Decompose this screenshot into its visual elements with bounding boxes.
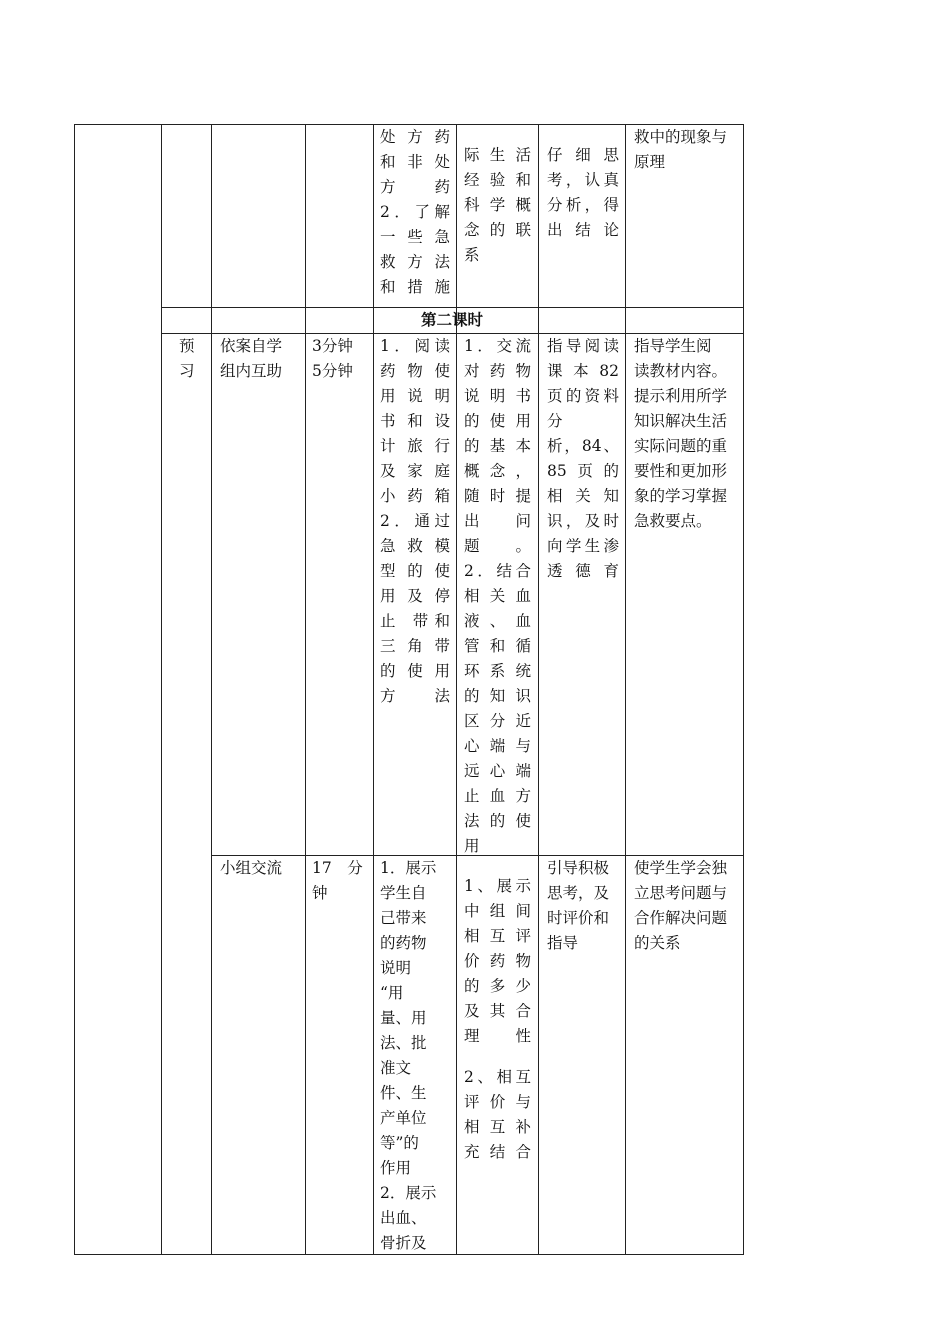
cell-line: 方药 (380, 178, 450, 196)
cell-line: 法的使 (464, 812, 531, 830)
row2-stage (179, 334, 209, 384)
cell-line: 充结合 (464, 1143, 531, 1161)
cell-line: 等”的 (380, 1134, 419, 1152)
cell-line: 科学概 (464, 196, 531, 214)
col-divider (161, 125, 162, 1254)
cell-line: 说明书 (464, 387, 531, 405)
cell-line: 习 (179, 362, 195, 380)
cell-line: 三角带 (380, 637, 450, 655)
cell-line: 计旅行 (380, 437, 450, 455)
cell-line: 合作解决问题 (634, 909, 728, 927)
lesson-plan-table (74, 124, 744, 1255)
cell-line: 救中的现象与 (634, 128, 728, 146)
cell-line: 析，84、 (547, 437, 619, 455)
cell-line: 1．阅读 (380, 337, 450, 355)
row3-time (312, 856, 367, 906)
row3-student-a (464, 874, 531, 1049)
cell-line: 用及停 (380, 587, 450, 605)
cell-line: 知识解决生活 (634, 412, 728, 430)
cell-line: 方 法 (380, 687, 450, 705)
cell-line: 心端与 (464, 737, 531, 755)
cell-line: 仔细思 (547, 146, 619, 164)
cell-line: 的基本 (464, 437, 531, 455)
cell-line: 2．了解 (380, 203, 450, 221)
cell-line: 2．通过 (380, 512, 450, 530)
cell-line: 指导学生阅 (634, 337, 712, 355)
cell-line: 用 (464, 837, 480, 855)
col-divider (538, 125, 539, 1254)
cell-line: 一些急 (380, 228, 450, 246)
cell-line: 处方药 (380, 128, 450, 146)
cell-line: 出结论 (547, 221, 619, 239)
cell-line: 85页的 (547, 462, 619, 480)
cell-line: 止 带和 (380, 612, 450, 630)
row3-student-b (464, 1065, 531, 1165)
cell-line: 读教材内容。 (634, 362, 728, 380)
cell-line: 原理 (634, 153, 666, 171)
cell-line: 象的学习掌握 (634, 487, 728, 505)
row2-student (464, 334, 531, 859)
cell-line: 题。 (464, 537, 531, 555)
cell-line: 件、生 (380, 1084, 427, 1102)
cell-line: 型的使 (380, 562, 450, 580)
row2-intent (634, 334, 742, 534)
cell-line: 1．展示 (380, 859, 437, 877)
cell-line: 理性 (464, 1027, 531, 1045)
cell-line: 2．展示 (380, 1184, 437, 1202)
cell-line: 相互评 (464, 927, 531, 945)
cell-line: 念的联 (464, 221, 531, 239)
cell-line: 透德育 (547, 562, 619, 580)
cell-line: 际生活 (464, 146, 531, 164)
cell-line: 预 (179, 337, 195, 355)
cell-line: 分 (547, 412, 563, 430)
row1-student (464, 143, 531, 268)
col-divider (373, 125, 374, 1254)
cell-line: 和非处 (380, 153, 450, 171)
cell-line: 实际问题的重 (634, 437, 728, 455)
col-divider (456, 125, 457, 1254)
cell-line: 考，认真 (547, 171, 619, 189)
cell-line: 相互补 (464, 1118, 531, 1136)
cell-line: 价药物 (464, 952, 531, 970)
cell-line: 指导 (547, 934, 579, 952)
cell-line: 救方法 (380, 253, 450, 271)
cell-line: 的药物 (380, 934, 427, 952)
cell-line: 提示利用所学 (634, 387, 728, 405)
cell-line: 出血、 (380, 1209, 427, 1227)
cell-line: 的多少 (464, 977, 531, 995)
cell-line: 2．结合 (464, 562, 531, 580)
cell-line: 中组间 (464, 902, 531, 920)
cell-line: 小药箱 (380, 487, 450, 505)
row3-teacher (547, 856, 619, 956)
cell-line: 立思考问题与 (634, 884, 728, 902)
cell-line: 经验和 (464, 171, 531, 189)
cell-line: 1．交流 (464, 337, 531, 355)
row2-time (312, 334, 372, 384)
cell-line: 向学生渗 (547, 537, 619, 555)
cell-line: 液、血 (464, 612, 531, 630)
cell-line: 系 (464, 246, 480, 264)
cell-line: 管和循 (464, 637, 531, 655)
cell-line: 相关血 (464, 587, 531, 605)
row2-teacher (547, 334, 619, 584)
cell-line: 识，及时 (547, 512, 619, 530)
col-divider (625, 125, 626, 1254)
cell-line: 环系统 (464, 662, 531, 680)
cell-line: 急救模 (380, 537, 450, 555)
cell-line: 及其合 (464, 1002, 531, 1020)
row3-intent (634, 856, 742, 956)
cell-line: 时评价和 (547, 909, 610, 927)
cell-line: 引导积极 (547, 859, 610, 877)
row2-content (380, 334, 450, 709)
cell-line: 使学生学会独 (634, 859, 728, 877)
cell-line: 的知识 (464, 687, 531, 705)
cell-line: 准文 (380, 1059, 412, 1077)
cell-line: 急救要点。 (634, 512, 712, 530)
cell-line: 页的资料 (547, 387, 619, 405)
cell-line: 的关系 (634, 934, 681, 952)
cell-line: 依案自学 (220, 337, 283, 355)
cell-line: 出 问 (464, 512, 531, 530)
cell-line: 1、展示 (464, 877, 531, 895)
cell-line: 和措施 (380, 278, 450, 296)
cell-line: 止血方 (464, 787, 531, 805)
cell-line: 量、用 (380, 1009, 427, 1027)
cell-line: 组内互助 (220, 362, 283, 380)
row2-step (220, 334, 304, 384)
cell-line: 思考，及 (547, 884, 610, 902)
cell-line: 相关知 (547, 487, 619, 505)
cell-line: 作用 (380, 1159, 412, 1177)
cell-line: 己带来 (380, 909, 427, 927)
cell-line: 骨折及 (380, 1234, 427, 1252)
cell-line: 说明 (380, 959, 412, 977)
section-title: 第二课时 (420, 310, 483, 329)
cell-line: 法、批 (380, 1034, 427, 1052)
cell-line: 对药物 (464, 362, 531, 380)
cell-line: 指导阅读 (547, 337, 619, 355)
row1-content (380, 125, 450, 300)
col-divider (305, 125, 306, 1254)
cell-line: 书和设 (380, 412, 450, 430)
cell-line: 及家庭 (380, 462, 450, 480)
cell-line: 3分钟 (312, 337, 353, 355)
row3-content (380, 856, 450, 1256)
cell-line: 要性和更加形 (634, 462, 728, 480)
cell-line: 区分近 (464, 712, 531, 730)
cell-line: 随时提 (464, 487, 531, 505)
col-divider (211, 125, 212, 1254)
cell-line: 课本82 (547, 362, 619, 380)
cell-line: 的使用 (380, 662, 450, 680)
cell-line: 2、相互 (464, 1068, 531, 1086)
row3-step: 小组交流 (220, 859, 283, 877)
cell-line: 分析，得 (547, 196, 619, 214)
cell-line: 学生自 (380, 884, 427, 902)
cell-line: 用说明 (380, 387, 450, 405)
cell-line: 17 分 (312, 859, 363, 877)
cell-line: 的使用 (464, 412, 531, 430)
cell-line: 5分钟 (312, 362, 353, 380)
cell-line: 评价与 (464, 1093, 531, 1111)
cell-line: “用 (380, 984, 404, 1002)
cell-line: 钟 (312, 884, 328, 902)
cell-line: 产单位 (380, 1109, 427, 1127)
row1-intent (634, 125, 742, 175)
cell-line: 远心端 (464, 762, 531, 780)
row1-teacher (547, 143, 619, 243)
cell-line: 概念， (464, 462, 531, 480)
cell-line: 药物使 (380, 362, 450, 380)
